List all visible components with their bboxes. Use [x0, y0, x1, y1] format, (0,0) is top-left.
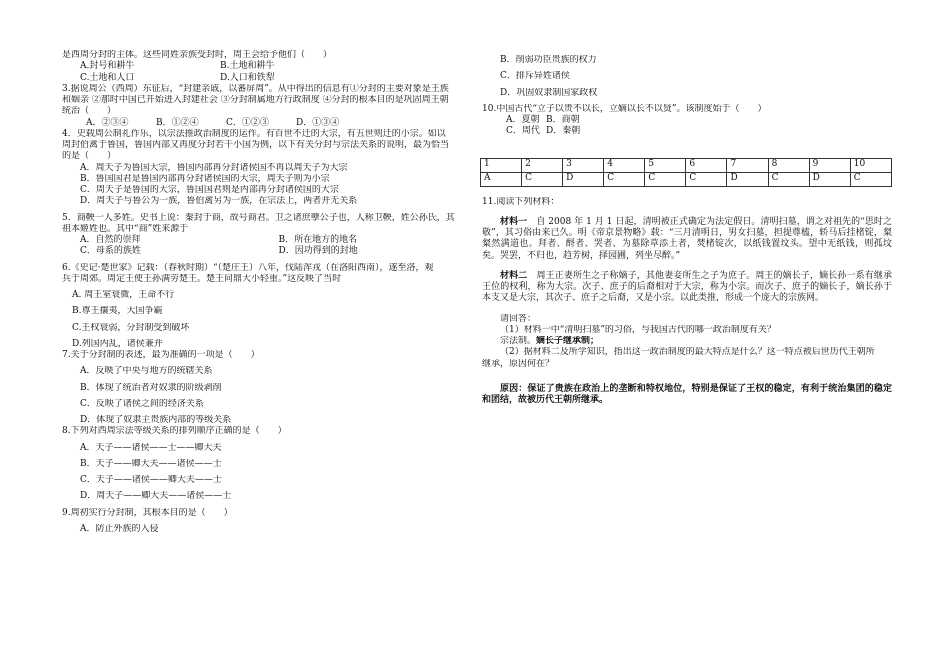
- q8-option-c: C．天子——诸侯——卿大夫——士: [80, 475, 222, 485]
- q4-stem-3: 的是（ ）: [62, 151, 117, 162]
- q3-option-a: A．②③④: [86, 117, 129, 128]
- answer-table-cell: C: [522, 172, 563, 186]
- q3-options: [62, 118, 477, 129]
- q6-option-c: C.王权衰弱，分封制受到破坏: [72, 322, 190, 333]
- q9-option-d: D．巩固奴隶制国家政权: [500, 87, 598, 98]
- q5-option-b: B．所在地方的地名: [278, 235, 358, 245]
- q6-option-b: B.尊王攘夷，大国争霸: [72, 306, 163, 317]
- left-column: [62, 50, 477, 535]
- q8-option-d: D．周天子——卿大夫——诸侯——士: [80, 491, 232, 502]
- q8-option-a: A．天子——诸侯——士——卿大夫: [80, 442, 222, 453]
- sub-question-2-line-1: （2）据材料二及所学知识，指出这一政治制度的最大特点是什么？这一特点被后世历代王朝所: [500, 347, 875, 358]
- q4-option-a: A．周天子为鲁国大宗，鲁国内部再分封诸侯国不再以周天子为大宗: [80, 162, 348, 173]
- q7-option-b: B．体现了统治者对奴隶的阶级剥削: [80, 382, 222, 393]
- answer-table-header-cell: 6: [686, 158, 727, 172]
- q10-stem: 10.中国古代“立子以贵不以长，立嫡以长不以贤”。该制度始于（ ）: [482, 103, 767, 114]
- material-1-label: 材料一: [500, 216, 528, 227]
- q7-stem: 7.关于分封制的表述，最为准确的一项是（ ）: [62, 350, 260, 360]
- q3-stem-3: 统治（ ）: [62, 106, 117, 117]
- answer-table-cell: C: [768, 172, 809, 186]
- q7-option-d: D．体现了奴隶主贵族内部的等级关系: [80, 415, 232, 425]
- answer-table-cell: D: [809, 172, 850, 186]
- q2-option-c: C.土地和人口: [80, 72, 135, 83]
- q4-option-c: C．周天子是鲁国的大宗，鲁国国君则是内部再分封诸侯国的大宗: [80, 185, 339, 195]
- q10-option-c: C．周代: [506, 126, 540, 137]
- answer-2: 原因：保证了贵族在政治上的垄断和特权地位，特别是保证了王权的稳定，有利于统治集团的稳定和团结，故被历代王朝所继承。: [482, 383, 892, 405]
- q8-stem: 8.下列对西周宗法等级关系的排列顺序正确的是（ ）: [62, 426, 287, 437]
- q7-option-c: C．反映了诸侯之间的经济关系: [80, 398, 204, 409]
- q6-stem-2: 兵于周郊。周定王使王孙满劳楚王。楚王问鼎大小轻重。”这反映了当时: [62, 273, 342, 284]
- q9-option-a: A．防止外族的入侵: [80, 523, 159, 534]
- q10-option-a: A．夏朝: [506, 115, 540, 125]
- answer-table-cell: D: [727, 172, 768, 186]
- q2-option-b: B.土地和耕牛: [220, 61, 275, 72]
- q2-options: [62, 61, 477, 72]
- answer-table-header-cell: 5: [645, 158, 686, 172]
- ask-label: 请回答：: [500, 313, 537, 324]
- q4-option-b: B．鲁国国君是鲁国内部再分封诸侯国的大宗，周天子则为小宗: [80, 173, 330, 184]
- answer-table-header-row: [481, 158, 892, 172]
- material-1-text: 自 2008 年 1 月 1 日起，清明被正式确定为法定假日。清明扫墓，谓之对祖先的“思时之敬”，其习俗由来已久。明《帝京景物略》载：“三月清明日，男女扫墓，担提尊榼，轿马后挂楮锭，粲粲然满道也。拜者、酹者、哭者、为墓除草添土者，焚楮锭次，以纸钱置坟头。望中无纸钱，则孤坟矣。哭罢，不归也，趋芳树，择园圃，列坐尽醉。”: [482, 216, 892, 261]
- q6-option-a: A. 周王室衰微，王命不行: [72, 290, 175, 300]
- sub-question-1: （1）材料一中“清明扫墓”的习俗，与我国古代的哪一政治制度有关？: [500, 324, 776, 335]
- material-2: [482, 271, 892, 305]
- q5-stem-1: 5．商鞅一人多姓。史书上说：秦封于商，故号商君。卫之诸庶孽公子也，人称卫鞅，姓公孙氏，其: [62, 212, 455, 223]
- q5-option-c: C．母系的族姓: [80, 246, 141, 257]
- q3-option-d: D．①③④: [296, 117, 340, 128]
- q9-stem: 9.周初实行分封制，其根本目的是（ ）: [62, 507, 233, 518]
- q5-options: [62, 235, 477, 246]
- right-column: [482, 50, 892, 415]
- q3-option-c: C．①②③: [226, 117, 269, 128]
- answer-table-row: [481, 172, 892, 186]
- answer-table-cell: C: [850, 172, 891, 186]
- answer-1-prefix: 宗法制。: [500, 336, 537, 346]
- q10-option-d: D．秦朝: [546, 126, 581, 137]
- q3-stem-2: 和姻亲 ②那时中国已开始进入封建社会 ③分封制属地方行政制度 ④分封的根本目的是巩固周王朝: [62, 95, 449, 105]
- q5-stem-2: 祖本姬姓也。其中“商”姓来源于: [62, 223, 189, 234]
- q9-option-b: B．削弱功臣贵族的权力: [500, 55, 597, 65]
- answer-1-bold: 嫡长子继承制；: [536, 336, 600, 346]
- material-2-label: 材料二: [500, 270, 528, 281]
- answer-table-header-cell: 3: [563, 158, 604, 172]
- q4-stem-1: 4．史载周公制礼作乐，以宗法推政治制度的运作。有百世不迁的大宗，有五世则迁的小宗。如以: [62, 128, 446, 139]
- q8-option-b: B．天子——卿大夫——诸侯——士: [80, 458, 222, 469]
- answer-table-header-cell: 1: [481, 158, 522, 172]
- q9-option-c: C．排斥异姓诸侯: [500, 71, 570, 82]
- q11-stem: 11.阅读下列材料：: [482, 196, 560, 207]
- answer-table-cell: D: [563, 172, 604, 186]
- answer-table-cell: C: [645, 172, 686, 186]
- answer-table-cell: C: [686, 172, 727, 186]
- q3-option-b: B．①②④: [156, 117, 199, 128]
- q5-options-2: [62, 246, 477, 257]
- answer-1: [482, 336, 892, 347]
- answer-table-header-cell: 2: [522, 158, 563, 172]
- q10-options-2: [482, 126, 892, 137]
- q6-stem-1: 6.《史记·楚世家》记载：（春秋时期）“（楚庄王）八年，伐陆浑戎（在洛阳西南），遂至洛，观: [62, 262, 434, 273]
- q4-option-d: D．周天子与鲁公为一族，鲁伯禽另为一族，在宗法上，两者并无关系: [80, 196, 358, 207]
- q10-options: [482, 115, 892, 126]
- sub-question-2-line-2: 继承，原因何在？: [482, 358, 555, 369]
- q5-option-d: D．因功得到的封地: [278, 246, 358, 257]
- answer-table-header-cell: 8: [768, 158, 809, 172]
- q2-continuation: 是西周分封的主体。这些同姓亲族受封时，周王会给予他们（ ）: [62, 50, 333, 60]
- answer-table: [480, 158, 892, 187]
- answer-table-cell: C: [604, 172, 645, 186]
- material-1: [482, 217, 892, 262]
- q7-option-a: A．反映了中央与地方的统辖关系: [80, 366, 213, 377]
- material-2-text: 周王正妻所生之子称嫡子，其他妻妾所生之子为庶子。周王的嫡长子，嫡长孙一系有继承王位的权利，称为大宗。次子、庶子的后裔相对于大宗，称为小宗。而次子、庶子的嫡长子，嫡长孙于本支又是大宗，其次子、庶子之后裔，又是小宗。以此类推，形成一个庞大的宗族网。: [482, 270, 892, 304]
- answer-table-cell: A: [481, 172, 522, 186]
- q4-stem-2: 周封伯禽于鲁国，鲁国内部又再度分封若干小国为例，以下有关分封与宗法关系的说明，最为恰当: [62, 140, 450, 150]
- q10-option-b: B．商朝: [546, 115, 580, 125]
- q5-option-a: A．自然的崇拜: [80, 235, 141, 245]
- q3-stem-1: 3.据说周公（西周）东征后，“封建亲戚，以蕃屏周”。从中得出的信息有①分封的主要对象是王族: [62, 83, 449, 94]
- answer-table-header-cell: 7: [727, 158, 768, 172]
- q6-option-d: D.列国内乱，诸侯兼并: [72, 338, 163, 349]
- answer-table-header-cell: 10: [850, 158, 891, 172]
- q2-option-d: D.人口和铁犁: [220, 72, 275, 83]
- q2-option-a: A.封号和耕牛: [80, 61, 135, 72]
- answer-table-header-cell: 4: [604, 158, 645, 172]
- q2-options-2: [62, 73, 477, 84]
- answer-table-header-cell: 9: [809, 158, 850, 172]
